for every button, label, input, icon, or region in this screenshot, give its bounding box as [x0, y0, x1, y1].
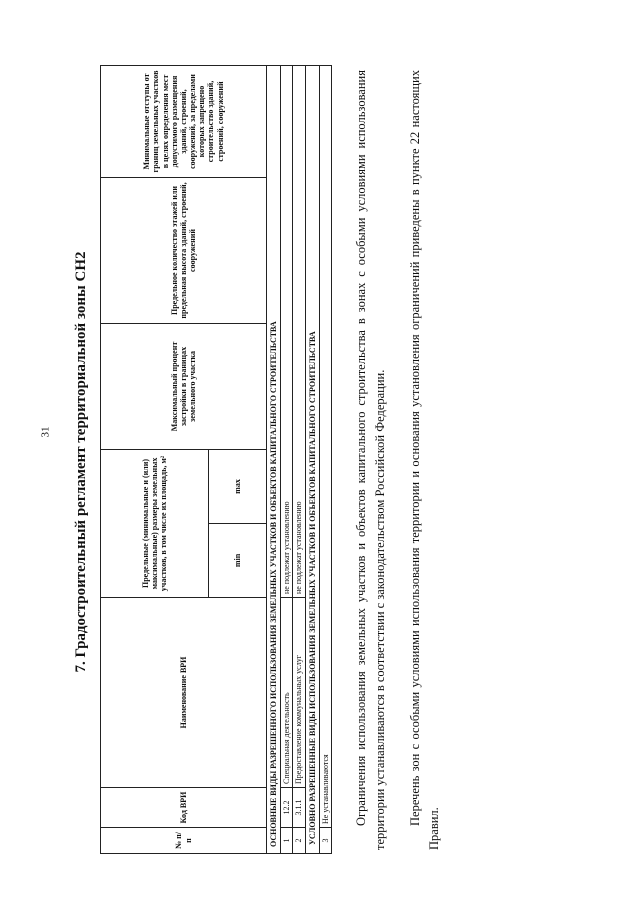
row-num: 1 — [281, 828, 293, 854]
section-title-main: ОСНОВНЫЕ ВИДЫ РАЗРЕШЕННОГО ИСПОЛЬЗОВАНИЯ ЗЕМЕЛЬНЫХ УЧАСТКОВ И ОБЪЕКТОВ КАПИТАЛЬНОГО СТРОИТЕЛЬСТВА — [267, 66, 281, 854]
table-row — [293, 66, 305, 854]
row-text: Не устанавливаются — [319, 66, 331, 828]
row-value: не подлежат установлению — [281, 66, 293, 598]
row-num: 3 — [319, 828, 331, 854]
header-num: № п/п — [101, 828, 267, 854]
row-code: 12.2 — [281, 788, 293, 828]
section-row — [305, 66, 319, 854]
header-code: Код ВРИ — [101, 788, 267, 828]
section-row — [267, 66, 281, 854]
page-number: 31 — [39, 426, 51, 438]
header-max: max — [209, 450, 267, 524]
paragraph-zone-list: Перечень зон с особыми условиями использования территории и основания установления ограничений приведены в пункте 22 настоящих Правил. — [408, 70, 442, 850]
section-title: 7. Градостроительный регламент территориальной зоны СН2 — [73, 251, 89, 673]
row-value: не подлежат установлению — [293, 66, 305, 598]
rotated-page-content — [70, 62, 490, 862]
section-title-conditional: УСЛОВНО РАЗРЕШЕННЫЕ ВИДЫ ИСПОЛЬЗОВАНИЯ ЗЕМЕЛЬНЫХ УЧАСТКОВ И ОБЪЕКТОВ КАПИТАЛЬНОГО СТРОИТЕЛЬСТВА — [305, 66, 319, 854]
header-min: min — [209, 524, 267, 598]
regulation-table — [100, 65, 332, 854]
header-sizes: Предельные (минимальные и (или) максимальные) размеры земельных участков, в том числе их площадь, м² — [101, 450, 209, 598]
row-name: Предоставление коммунальных услуг — [293, 598, 305, 788]
paragraph-restrictions: Ограничения использования земельных участков и объектов капитального строительства в зонах с особыми условиями использования территории устанавливаются в соответствии с законодательством Российской Федерации. — [354, 70, 388, 850]
header-setbacks: Минимальные отступы от границ земельных участков в целях определения мест допустимого размещения зданий, строений, сооружений, за пределами которых запрещено строительство зданий, строений, сооружений — [101, 66, 267, 178]
row-code: 3.1.1 — [293, 788, 305, 828]
header-percent: Максимальный процент застройки в границах земельного участка — [101, 324, 267, 450]
header-floors: Предельное количество этажей или предельная высота зданий, строений, сооружений — [101, 178, 267, 324]
row-num: 2 — [293, 828, 305, 854]
table-row — [281, 66, 293, 854]
row-name: Специальная деятельность — [281, 598, 293, 788]
header-name: Наименование ВРИ — [101, 598, 267, 788]
table-row — [319, 66, 331, 854]
